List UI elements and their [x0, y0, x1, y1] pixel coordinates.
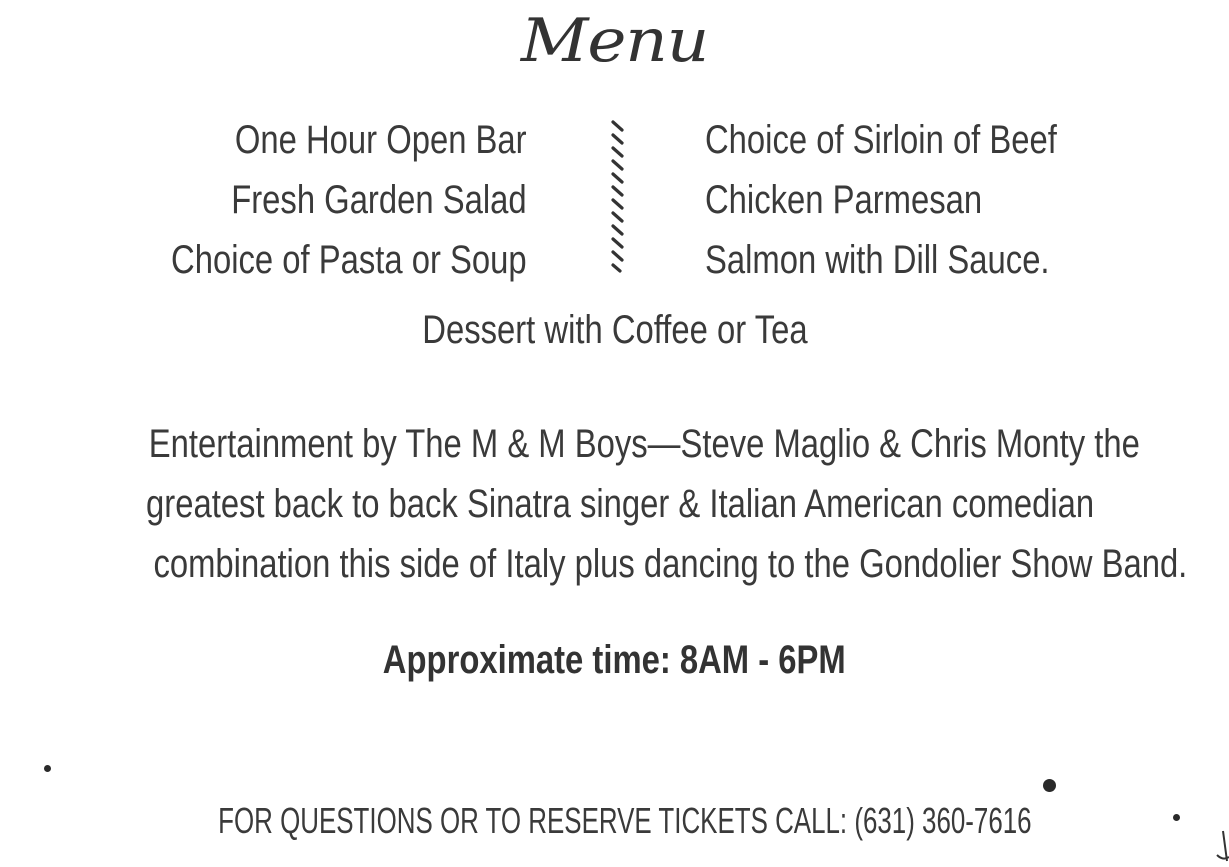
entertainment-paragraph [40, 414, 1200, 594]
menu-item: Salmon with Dill Sauce. [705, 238, 1050, 282]
menu-item: Chicken Parmesan [705, 178, 983, 222]
menu-title: Menu [520, 6, 709, 76]
menu-right-column [705, 110, 1134, 290]
dessert-text: Dessert with Coffee or Tea [421, 308, 808, 352]
menu-item: Choice of Sirloin of Beef [705, 118, 1057, 162]
menu-item: One Hour Open Bar [235, 118, 527, 162]
decorative-flourish [1209, 827, 1229, 867]
dessert-line [0, 308, 1229, 353]
approximate-time [0, 638, 1229, 683]
contact-text: FOR QUESTIONS OR TO RESERVE TICKETS CALL: (631) 360-7616 [218, 800, 1032, 841]
contact-line [0, 800, 1229, 842]
menu-item: Choice of Pasta or Soup [171, 238, 527, 282]
decorative-dot [1043, 779, 1056, 792]
approximate-time-text: Approximate time: 8AM - 6PM [383, 638, 846, 682]
entertainment-line: combination this side of Italy plus dancing to the Gondolier Show Band. [153, 542, 1188, 586]
menu-item: Fresh Garden Salad [231, 178, 528, 222]
menu-left-column [93, 110, 527, 290]
decorative-dot [44, 765, 51, 772]
rope-divider [602, 118, 642, 278]
entertainment-line: greatest back to back Sinatra singer & Italian American comedian [145, 482, 1095, 526]
entertainment-line: Entertainment by The M & M Boys—Steve Maglio & Chris Monty the [148, 422, 1140, 466]
